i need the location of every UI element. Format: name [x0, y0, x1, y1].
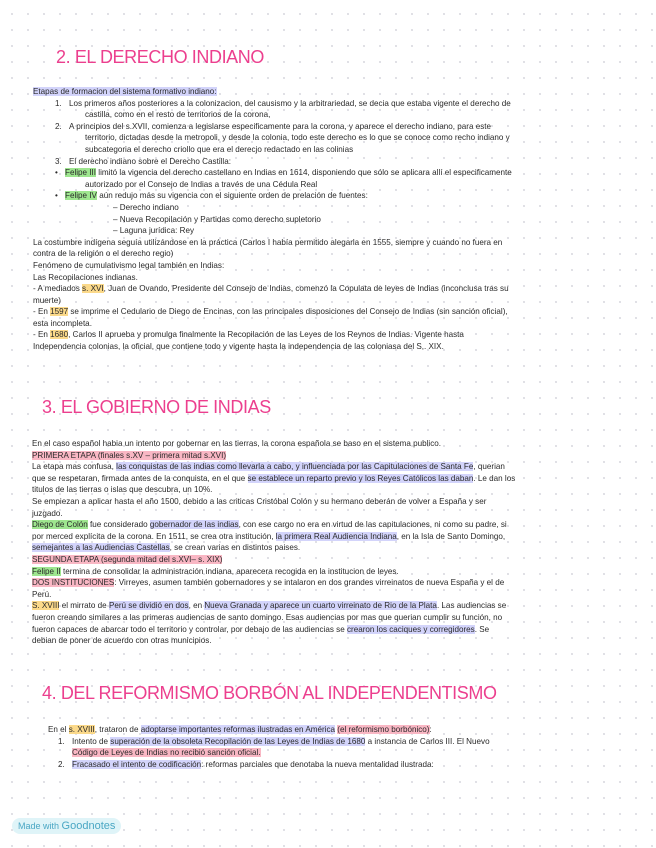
text-line: contra de la religión o el derecho regio) — [33, 249, 174, 259]
highlight: Fracasado el intento de codificación — [72, 759, 202, 769]
highlight: Perú se dividió en dos — [108, 601, 189, 611]
highlight: superación de la obsoleta Recopilación de las Leyes de Indias de 1680 — [110, 736, 366, 746]
text-line: Fenómeno de cumulativismo legal también en Indias: — [33, 260, 225, 270]
section-2-title: 2. EL DERECHO INDIANO — [56, 47, 264, 67]
text-line: – Derecho indiano — [113, 202, 179, 212]
goodnotes-badge — [12, 818, 121, 834]
made-with-label: Made with — [18, 821, 60, 831]
highlight: se establece un reparto previo y los Reyes Católicos las daban — [247, 473, 474, 483]
text-line: – Laguna jurídica: Rey — [113, 226, 194, 236]
bullet-icon: • — [55, 168, 58, 178]
highlight: S. XVIII — [32, 601, 60, 611]
highlight: (el reformismo borbónico) — [337, 725, 430, 734]
text-line: castilla, como en el resto de territorios de la corona, — [85, 110, 271, 120]
highlight: s. XVIII — [68, 725, 95, 734]
text-line: debian de poner de acuerdo con otras municipios. — [32, 636, 212, 646]
highlight: Diego de Colón — [32, 520, 88, 530]
text-line: Perú. — [32, 589, 52, 599]
text-line: A principios del s.XVII, comienza a legislarse especificamente para la corona, y aparece el derecho indiano, para este — [69, 121, 492, 131]
highlight: gobernador de las indias — [149, 520, 239, 530]
highlight: adoptarse importantes reformas ilustradas en América — [140, 725, 336, 734]
text-line: Los primeros años posteriores a la colonizacion, del causismo y la arbitrariedad, se decia que estaba vigente el derecho de — [69, 98, 511, 108]
highlight: Nueva Granada y aparece un cuarto virreinato de Rio de la Plata — [204, 601, 437, 611]
text-line: La costumbre indígena seguía utilizándose en la práctica (Carlos I había permitido alegarla en 1555, siempre y cuando no fuera en — [33, 237, 503, 247]
text-line: muerte) — [33, 295, 61, 305]
section-4-body: En el s. XVIII, trataron de adoptarse importantes reformas ilustradas en América (el reformismo borbónico): 1. Intento de superación de la obsoleta Recopilación de las Leyes de Indias de 1680 a instancia de Carlos III. El Nuevo Código de Leyes de Indias no recibió sanción oficial. 2. Fracasado el intento de codificación: reformas parciales que denotaba la nueva mentalidad ilustrada: — [48, 725, 490, 769]
highlight: 1680 — [50, 330, 69, 340]
text-line: fueron creando similares a las primeras audiencias de santo domingo. Esas audiencias por mas que querian cumplir su función, no — [32, 612, 503, 622]
highlight: Felipe IV — [65, 191, 97, 201]
highlight: DOS INSTITUCIONES — [32, 578, 115, 588]
intro-line: Etapas de formacion del sistema formativo indiano: — [33, 87, 217, 96]
highlight: 1597 — [50, 307, 69, 317]
highlight: Código de Leyes de Indias no recibió sanción oficial. — [72, 748, 261, 758]
text-line: Se empiezan a aplicar hasta el año 1500, debido a las criticas Cristóbal Colón y su hermano deberán de volver a España y ser — [32, 496, 487, 506]
text-line: juzgado. — [32, 508, 63, 518]
bullet-icon: • — [55, 191, 58, 201]
text-line: territorio, dictadas desde la metropoli, y desde la colonia, todo este derecho es lo que se conoce como recho indiano y — [85, 133, 510, 143]
text-line: autorizado por el Consejo de Indias a través de una Cédula Real — [85, 179, 318, 189]
highlight: crearon los caciques y corregidores — [346, 624, 475, 634]
text-line: Independencia colonias, la oficial, que contiene todo y vigente hasta la independencia de las coloniasa del S,. XIX. — [33, 342, 444, 352]
highlight: PRIMERA ETAPA — [32, 450, 96, 460]
highlight: las conquistas de las indias como llevarla a cabo, y influenciada por las Capitulaciones de Santa Fe — [116, 462, 474, 472]
highlight: Felipe II — [32, 566, 61, 576]
text-line: El derecho indiano sobre el Derecho Castilla: — [69, 156, 231, 166]
text-line: titulos de las tierras o islas que descubra, un 10%. — [32, 485, 213, 495]
highlight: SEGUNDA ETAPA — [32, 554, 99, 564]
section-3-body: En el caso español habia un intento por gobernar en las tierras, la corona española se baso en el sistema publico. PRIMERA ETAPA (finales s.XV – primera mitad s.XVI) La etapa mas confusa, las conquistas de las indias como llevarla a cabo, y influenciada por las Capitulaciones de Santa Fe, querian que se respetaran, firmada antes de la conquista, en el que se establece un reparto previo y los Reyes Católicos las daban. Le dan los titulos de las tierras o islas que descubra, un 10%. Se empiezan a aplicar hasta el año 1500, debido a las criticas Cristóbal Colón y su hermano deberán de volver a España y ser juzgado. Diego de Colón fue considerado gobernador de las indias, con ese cargo no era en virtud de las capitulaciones, ni como su padre, si por merced explícita de la corona. En 1511, se crea otra institución, la primera Real Audiencia Indiana, en la Isla de Santo Domingo, semejantes a las Audiencias Castellas, se crean varias en distintos paises. SEGUNDA ETAPA (segunda mitad del s.XVI– s. XIX) Felipe II termina de consolidar la administración indiana, aparecera recogida en la institucion de leyes. DOS INSTITUCIONES: Virreyes, asumen también gobernadores y se intalaron en dos grandes virreinatos de nueva España y el de Perú. S. XVIII el mirrato de Perú se dividió en dos, en Nueva Granada y aparece un cuarto virreinato de Rio de la Plata. Las audiencias se fueron creando similares a las primeras audiencias de santo domingo. Esas audiencias por mas que querian cumplir su función, no fueron capaces de abarcar todo el territorio y controlar, por debajo de las audiencias se crearon los caciques y corregidores. Se debian de poner de acuerdo con otras municipios. — [32, 439, 516, 646]
highlight: s. XVI — [82, 284, 104, 294]
text-line: esta incompleta. — [33, 318, 92, 328]
text-line: Las Recopilaciones indianas. — [33, 272, 138, 282]
text-line: – Nueva Recopilación y Partidas como derecho supletorio — [113, 214, 321, 224]
section-3-title: 3. EL GOBIERNO DE INDIAS — [42, 397, 271, 417]
highlight: Felipe III — [65, 168, 97, 178]
highlight: la primera Real Audiencia Indiana — [275, 531, 397, 541]
text-line: subcategoria el derecho criollo que era el derecjo redactado en las colinias — [85, 144, 354, 154]
goodnotes-logo-text: Goodnotes — [61, 820, 116, 832]
highlight: semejantes a las Audiencias Castellas — [32, 543, 170, 553]
section-2-body: Etapas de formacion del sistema formativo indiano: 1. Los primeros años posteriores a la colonizacion, del causismo y la arbitrariedad, se decia que estaba vigente el derecho de castilla, como en el resto de territorios de la corona, 2. A principios del s.XVII, comienza a legislarse especificamente para la corona, y aparece el derecho indiano, para este territorio, dictadas desde la metropoli, y desde la colonia, todo este derecho es lo que se conoce como recho indiano y subcategoria el derecho criollo que era el derecjo redactado en las colinias 3. El derecho indiano sobre el Derecho Castilla: • Felipe III limitó la vigencia del derecho castellano en Indias en 1614, disponiendo que sólo se aplicara allí el especificamente autorizado por el Consejo de Indias a través de una Cédula Real • Felipe IV aún redujo más su vigencia con el siguiente orden de prelación de fuentes: – Derecho indiano – Nueva Recopilación y Partidas como derecho supletorio – Laguna jurídica: Rey La costumbre indígena seguía utilizándose en la práctica (Carlos I había permitido alegarla en 1555, siempre y cuando no fuera en contra de la religión o el derecho regio) Fenómeno de cumulativismo legal también en Indias: Las Recopilaciones indianas. - A mediados s. XVI, Juan de Ovando, Presidente del Consejo de Indias, comenzó la Copulata de leyes de Indias (inconclusa tras su muerte) - En 1597 se imprime el Cedulario de Diego de Encinas, con las principales disposiciones del Consejo de Indias (sin sanción oficial), esta incompleta. - En 1680, Carlos II aprueba y promulga finalmente la Recopilación de las Leyes de los Reynos de Indias. Vigente hasta Independencia colonias, la oficial, que contiene todo y vigente hasta la independencia de las coloniasa del S,. XIX. — [33, 87, 512, 352]
text-line: En el caso español habia un intento por gobernar en las tierras, la corona española se baso en el sistema publico. — [32, 439, 441, 448]
section-4-title: 4. DEL REFORMISMO BORBÓN AL INDEPENDENTISMO — [42, 683, 497, 703]
